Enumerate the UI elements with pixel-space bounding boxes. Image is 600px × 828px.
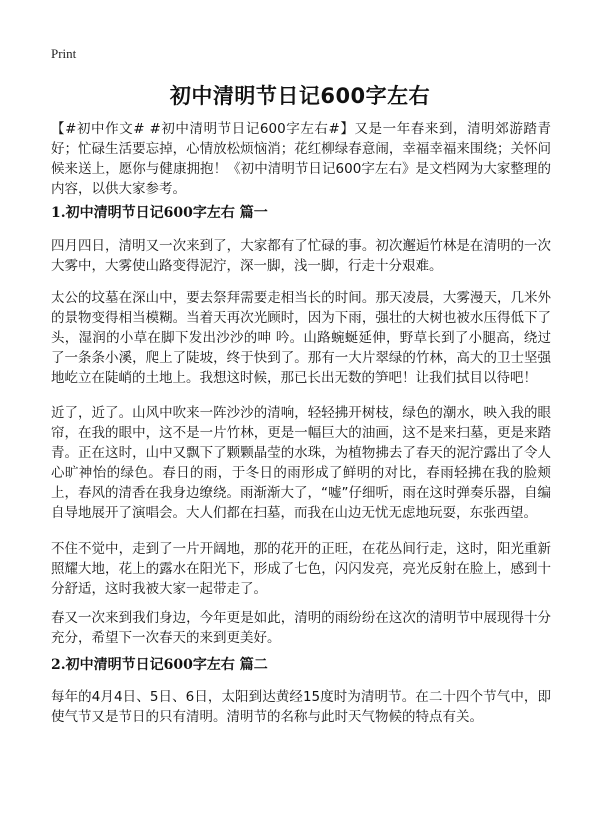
intro-paragraph: 【#初中作文# #初中清明节日记600字左右#】又是一年春来到，清明郊游踏青好；忙碌生活要忘掉，心情放松烦恼消；花红柳绿春意闹，幸福幸福来围绕；关怀问候来送上，愿你与健康拥抱！《初中清明节日记600字左右》是文档网为大家整理的内容，以供大家参考。 xyxy=(51,121,551,197)
paragraph: 太公的坟墓在深山中，要去祭拜需要走相当长的时间。那天凌晨，大雾漫天，几米外的景物变得相当模糊。当着天再次光顾时，因为下雨，强壮的大树也被水压得低下了头，湿润的小草在脚下发出沙沙的呻 吟。山路蜿蜒延伸，野草长到了小腿高，绕过了一条条小溪，爬上了陡坡，终于快到了。那有一大片翠绿的竹林，高大的卫士坚强地屹立在陡峭的土地上。我想这时候，那已长出无数的笋吧！让我们拭目以待吧！ xyxy=(51,290,551,386)
document-title: 初中清明节日记600字左右 xyxy=(169,84,431,108)
paragraph: 春又一次来到我们身边，今年更是如此，清明的雨纷纷在这次的清明节中展现得十分充分，希望下一次春天的来到更美好。 xyxy=(51,610,551,646)
paragraph: 四月四日，清明又一次来到了，大家都有了忙碌的事。初次邂逅竹林是在清明的一次大雾中，大雾使山路变得泥泞，深一脚，浅一脚，行走十分艰难。 xyxy=(51,238,551,274)
section-heading-1: 1.初中清明节日记600字左右 篇一 xyxy=(51,205,268,221)
paragraph: 不住不觉中，走到了一片开阔地，那的花开的正旺，在花丛间行走，这时，阳光重新照耀大地，花上的露水在阳光下，形成了七色，闪闪发亮，亮光反射在脸上，感到十分舒适，这时我被大家一起带走了。 xyxy=(51,541,551,597)
print-label[interactable]: Print xyxy=(51,46,77,61)
paragraph: 近了，近了。山风中吹来一阵沙沙的清响，轻轻拂开树枝，绿色的潮水，映入我的眼帘，在我的眼中，这不是一片竹林，更是一幅巨大的油画，这不是来扫墓，更是来踏青。正在这时，山中又飘下了颗颗晶莹的水珠，为植物拂去了春天的泥泞露出了令人心旷神怡的绿色。春日的雨，于冬日的雨形成了鲜明的对比，春雨轻拂在我的脸颊上，春风的清香在我身边缭绕。雨渐渐大了，“嘘”仔细听，雨在这时弹奏乐器，自编自导地展开了演唱会。大人们都在扫墓，而我在山边无忧无虑地玩耍，东张西望。 xyxy=(51,405,551,521)
section-heading-2: 2.初中清明节日记600字左右 篇二 xyxy=(51,657,268,673)
paragraph: 每年的4月4日、5日、6日，太阳到达黄经15度时为清明节。在二十四个节气中，即使气节又是节日的只有清明。清明节的名称与此时天气物候的特点有关。 xyxy=(51,689,551,725)
